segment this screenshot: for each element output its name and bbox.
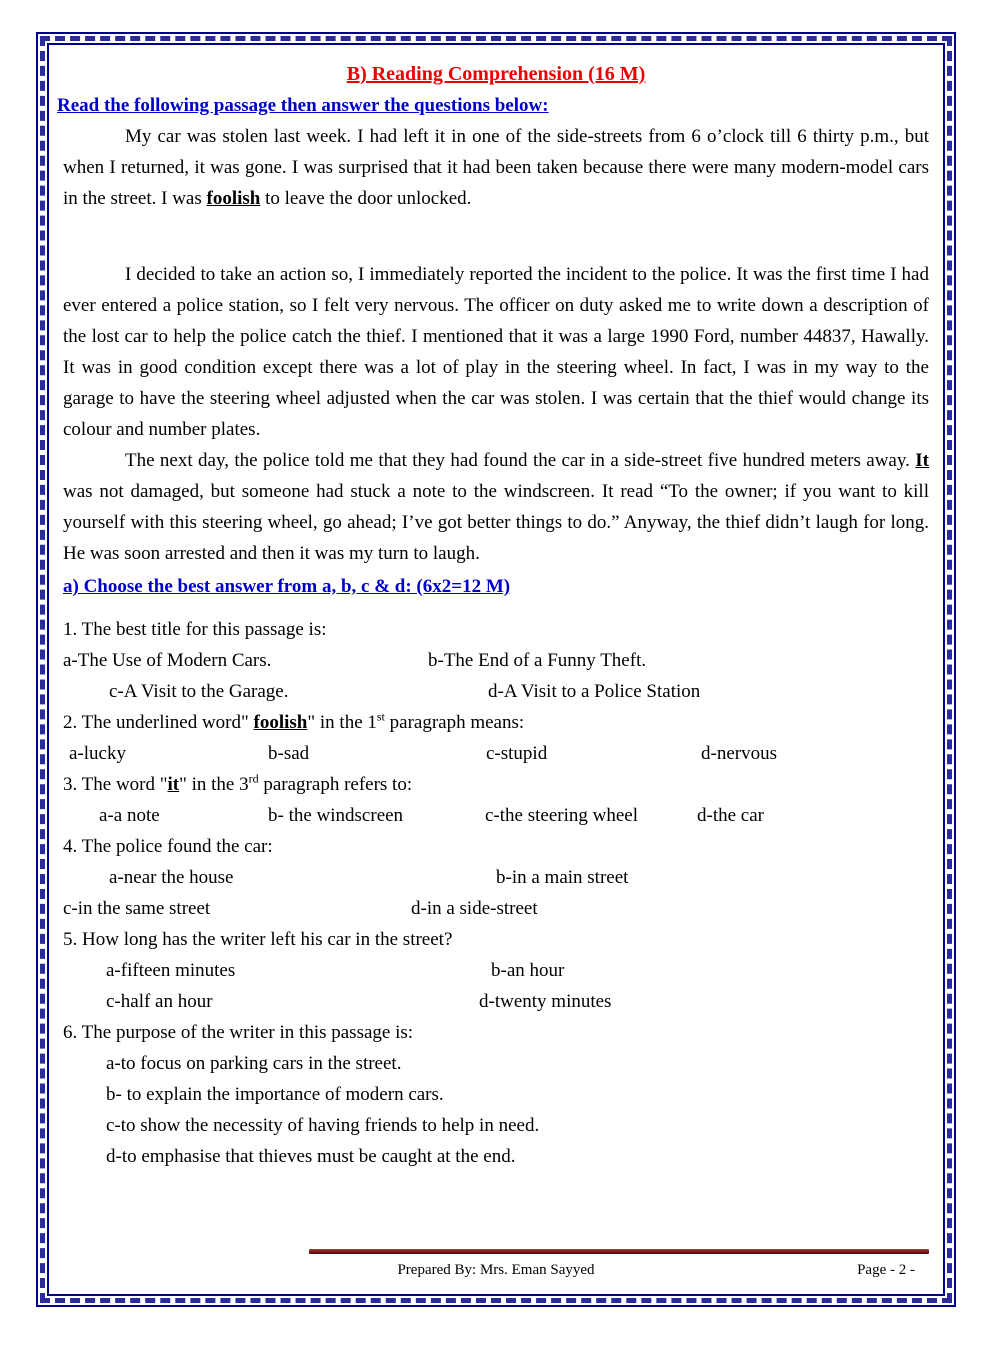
- underlined-word-it: it: [167, 774, 180, 795]
- passage-paragraph-2: I decided to take an action so, I immediately reported the incident to the police. It was the first time I had ever entered a police station, so I felt very nervous. The officer on duty asked me to write down a description of the lost car to help the police catch the thief. I mentioned that it was a large 1990 Ford, number 44837, Hawally. It was in good condition except there was a lot of play in the steering wheel. In fact, I was in my way to the garage to have the steering wheel adjusted when the car was stolen. I was certain that the thief would change its colour and number plates.: [63, 264, 929, 440]
- page-title: B) Reading Comprehension (16 M): [346, 63, 646, 85]
- passage-instruction: Read the following passage then answer the questions below:: [57, 95, 549, 116]
- section-a-heading: a) Choose the best answer from a, b, c & d: (6x2=12 M): [63, 576, 511, 597]
- passage-paragraph-3: [63, 445, 929, 569]
- underlined-word-it: It: [915, 450, 929, 471]
- option-b: b-in a main street: [496, 867, 629, 888]
- ordinal-suffix: st: [376, 709, 385, 724]
- question-1-options-row-1: [63, 645, 929, 676]
- option-d: d-in a side-street: [411, 898, 538, 919]
- passage-text: My car was stolen last week. I had left it in one of the side-streets from 6 o’clock till 6 thirty p.m., but when I returned, it was gone. I was surprised that it had been taken because there were many modern-model cars in the street. I was: [63, 126, 929, 209]
- option-b: b- to explain the importance of modern cars.: [106, 1084, 444, 1105]
- stem-text: " in the 3: [179, 774, 249, 795]
- page-border-dashed: [40, 36, 952, 1303]
- page-border-outer: [36, 32, 956, 1307]
- question-5-options-row-1: [63, 955, 929, 986]
- option-c: c-in the same street: [63, 898, 211, 919]
- option-a: a-lucky: [69, 743, 126, 764]
- underlined-word-foolish: foolish: [206, 188, 261, 209]
- page-border-inner: [47, 43, 945, 1296]
- stem-text: paragraph means:: [384, 712, 525, 733]
- question-1: [63, 614, 929, 707]
- question-4-stem: 4. The police found the car:: [63, 836, 273, 857]
- option-a: a-fifteen minutes: [106, 960, 236, 981]
- question-3-stem: [63, 769, 929, 800]
- option-d: d-the car: [697, 805, 764, 826]
- page-footer: [63, 1249, 929, 1282]
- question-1-options-row-2: [63, 676, 929, 707]
- stem-text: 2. The underlined word": [63, 712, 254, 733]
- option-b: b-The End of a Funny Theft.: [428, 650, 647, 671]
- footer-text-row: [63, 1260, 929, 1280]
- ordinal-suffix: rd: [248, 771, 259, 786]
- question-4-options-row-1: [63, 862, 929, 893]
- passage-text: The next day, the police told me that they had found the car in a side-street five hundred meters away.: [125, 450, 916, 471]
- option-a: a-near the house: [109, 867, 234, 888]
- question-3: [63, 769, 929, 831]
- option-c: c-half an hour: [106, 991, 213, 1012]
- stem-text: " in the 1: [307, 712, 377, 733]
- question-2: [63, 707, 929, 769]
- footer-divider: [309, 1249, 929, 1254]
- option-b: b- the windscreen: [268, 805, 404, 826]
- question-1-stem: 1. The best title for this passage is:: [63, 619, 327, 640]
- passage-paragraph-1: [63, 121, 929, 214]
- passage-text: to leave the door unlocked.: [260, 188, 472, 209]
- document-page: [57, 55, 929, 1282]
- question-2-options-row: [63, 738, 929, 769]
- option-b: b-an hour: [491, 960, 565, 981]
- option-c: c-stupid: [486, 743, 548, 764]
- option-d: d-twenty minutes: [479, 991, 612, 1012]
- footer-page-number: Page - 2 -: [857, 1262, 915, 1278]
- question-4: [63, 831, 929, 924]
- question-5-stem: 5. How long has the writer left his car in the street?: [63, 929, 453, 950]
- question-4-options-row-2: [63, 893, 929, 924]
- option-d: d-A Visit to a Police Station: [488, 681, 701, 702]
- stem-text: 3. The word ": [63, 774, 168, 795]
- option-a: a-The Use of Modern Cars.: [63, 650, 272, 671]
- option-c: c-to show the necessity of having friends to help in need.: [106, 1115, 540, 1136]
- question-6: [63, 1017, 929, 1172]
- question-2-stem: [63, 707, 929, 738]
- question-6-stem: 6. The purpose of the writer in this passage is:: [63, 1022, 414, 1043]
- option-b: b-sad: [268, 743, 310, 764]
- option-c: c-A Visit to the Garage.: [109, 681, 289, 702]
- question-5: [63, 924, 929, 1017]
- stem-text: paragraph refers to:: [258, 774, 413, 795]
- option-d: d-to emphasise that thieves must be caught at the end.: [106, 1146, 516, 1167]
- passage-text: was not damaged, but someone had stuck a note to the windscreen. It read “To the owner; if you want to kill yourself with this steering wheel, go ahead; I’ve got better things to do.” Anyway, the thief didn’t laugh for long. He was soon arrested and then it was my turn to laugh.: [63, 481, 929, 564]
- option-c: c-the steering wheel: [485, 805, 638, 826]
- footer-prepared-by: Prepared By: Mrs. Eman Sayyed: [397, 1262, 595, 1278]
- option-a: a-a note: [99, 805, 160, 826]
- option-a: a-to focus on parking cars in the street.: [106, 1053, 402, 1074]
- question-3-options-row: [63, 800, 929, 831]
- option-d: d-nervous: [701, 743, 777, 764]
- underlined-word-foolish: foolish: [253, 712, 308, 733]
- question-5-options-row-2: [63, 986, 929, 1017]
